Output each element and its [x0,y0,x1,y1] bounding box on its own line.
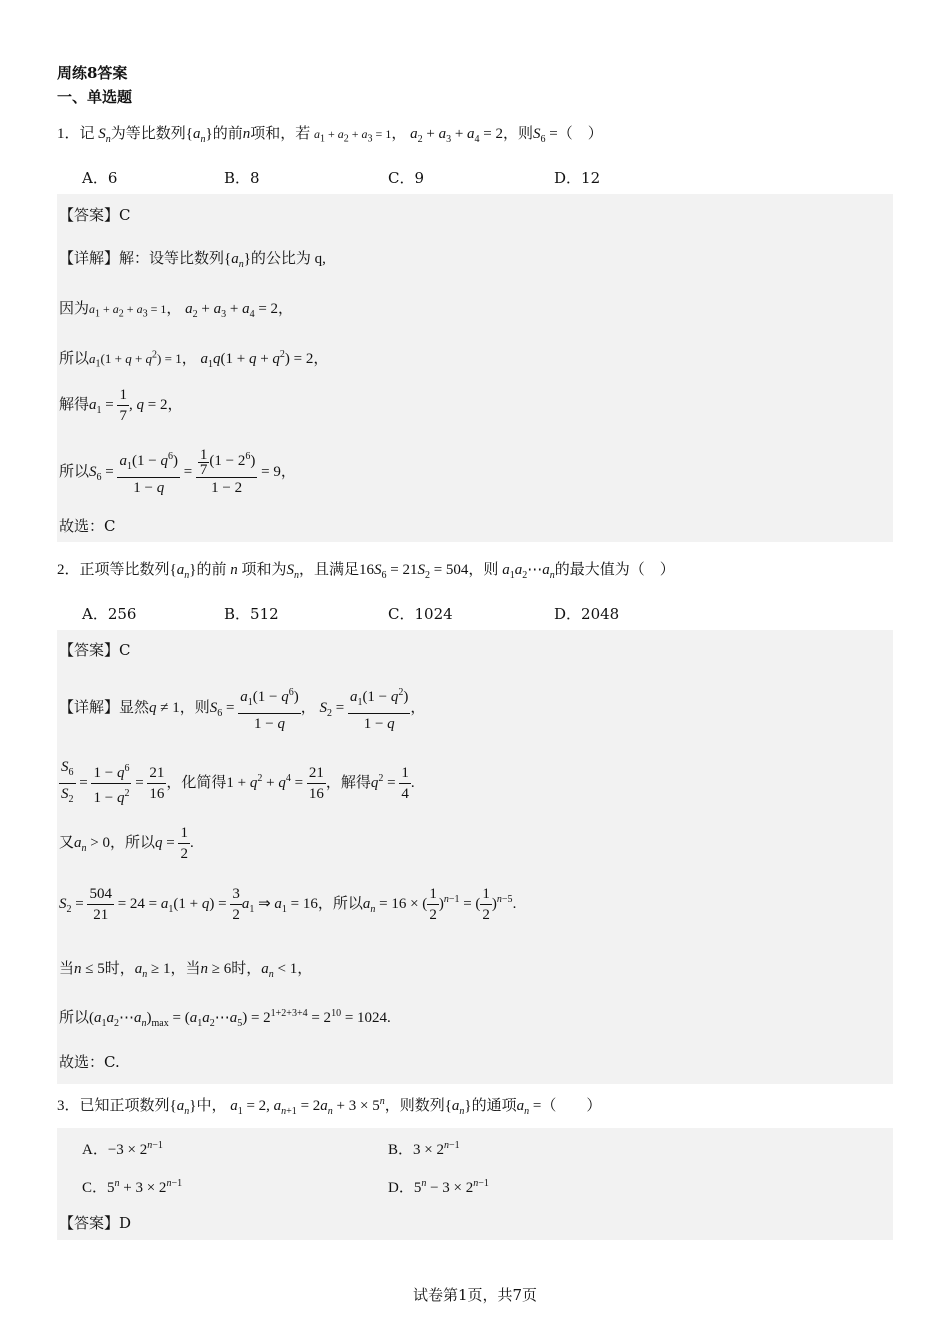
detail-line-4: $S_2$ = $\frac{504}{21}$ = $24 = a_1(1 + q)$ = $\frac{3}{2}$ $a_1$ ⇒ $a_1 = 16$，所以$a_n = 16$ × ( $\frac{1}{2}$ )$^{n-1}$ = ( $\frac{1}{2}$ )$^{n-5}$. [59,886,517,923]
detail-line-6: 所以$(a_1a_2\cdots a_n)_{max}$ = $(a_1a_2\cdots a_5) = 2^{1+2+3+4} = 2^{10} = 1024$. [59,1008,391,1029]
option-d: D．$5^n - 3 \times 2^{n-1}$ [388,1178,489,1196]
section-title: 一、单选题 [57,88,133,106]
question-1-stem: 1．记 $S_n$为等比数列$\{a_n\}$的前n项和，若 $a_1 + a_2 + a_3 = 1$， $a_2 + a_3 + a_4 = 2$，则$S_6$ =（ ） [57,126,603,145]
detail-line-5: 所以$S_6$ = $\frac{a_1(1 - q^6)}{1 - q}$ = $\frac{1}{7}$ $(1 - 2^6)$ 1 − 2 = 9， [59,446,296,496]
answer-label: 【答案】D [59,1214,132,1232]
question-number: 1． [57,126,80,142]
option-a: A．6 [82,169,118,187]
option-b: B．$3 \times 2^{n-1}$ [388,1140,460,1158]
question-2-stem: 2．正项等比数列$\{a_n\}$的前 n 项和为$S_n$，且满足$16S_6 = 21S_2 = 504$，则 $a_1a_2\cdots a_n$的最大值为（ ） [57,562,675,581]
answer-label: 【答案】C [59,641,131,659]
option-c: C．9 [388,169,425,187]
detail-line-3: 又$a_n > 0$，所以q = $\frac{1}{2}$ . [59,825,194,862]
option-c: C．1024 [388,605,453,623]
page-title: 周练8答案 [57,64,128,82]
conclusion: 故选：C [59,517,116,535]
option-b: B．8 [224,169,260,187]
question-number: 3． [57,1098,80,1114]
detail-line-2: $\frac{S_6}{S_2}$ = $\frac{1 - q^6}{1 - q^2}$ = $\frac{21}{16}$ ，化简得$1 + q^2 + q^4$ = $\frac{21}{16}$ ，解得$q^2$ = $\frac{1}{4}$ . [61,759,415,806]
conclusion: 故选：C. [59,1053,120,1071]
question-3-stem: 3．已知正项数列$\{a_n\}$中， $a_1 = 2$, $a_{n+1} = 2a_n + 3 \times 5^n$，则数列$\{a_n\}$的通项$a_n$ =（ ） [57,1096,602,1117]
option-d: D．2048 [554,605,620,623]
option-a: A．256 [82,605,137,623]
answer-panel-q3 [57,1204,893,1240]
detail-line-5: 当n ≤ 5时，$a_n \ge 1$，当n ≥ 6时，$a_n < 1$， [59,961,313,980]
option-b: B．512 [224,605,279,623]
page-footer: 试卷第1页，共7页 [412,1286,538,1304]
option-c: C．$5^n + 3 \times 2^{n-1}$ [82,1178,183,1196]
detail-line-3: 所以$a_1(1 + q + q^2) = 1$， $a_1q(1 + q + q^2) = 2$， [59,349,329,370]
detail-line-1: 【详解】显然q ≠ 1，则$S_6$ = $\frac{a_1(1 - q^6)}{1 - q}$ ， $S_2$ = $\frac{a_1(1 - q^2)}{1 - q}$ ， [59,683,425,734]
detail-line-2: 因为$a_1 + a_2 + a_3 = 1$， $a_2 + a_3 + a_4 = 2$， [59,301,294,320]
option-a: A．$-3 \times 2^{n-1}$ [82,1140,163,1158]
question-number: 2． [57,562,80,578]
answer-label: 【答案】C [59,206,131,224]
detail-line-1: 【详解】解：设等比数列$\{a_n\}$的公比为 q, [59,251,326,270]
option-d: D．12 [554,169,601,187]
detail-line-4: 解得$a_1$ = $\frac{1}{7}$ , q = 2， [59,387,183,424]
